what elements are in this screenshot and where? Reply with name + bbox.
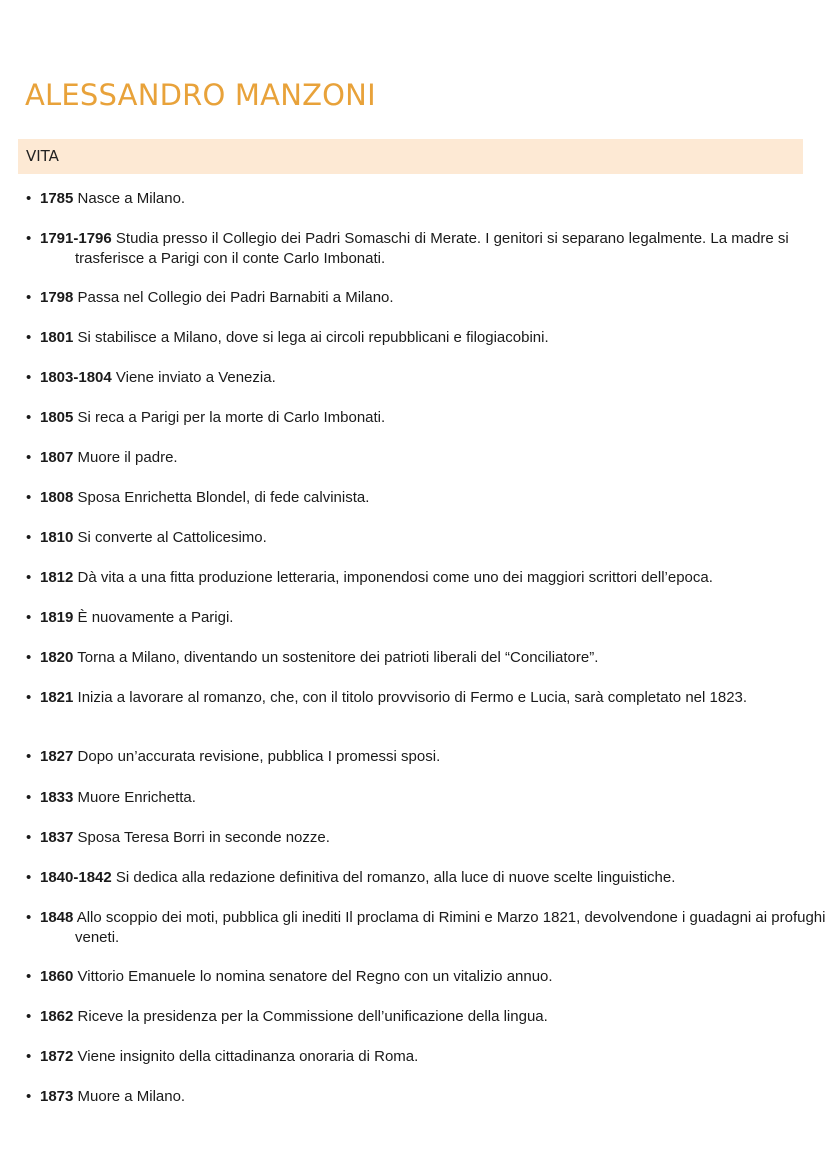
event-year: 1808 — [40, 489, 74, 506]
event-year: 1827 — [40, 748, 74, 765]
event-year: 1821 — [40, 689, 74, 706]
bullet-icon: • — [26, 829, 32, 846]
timeline-item-1833 — [26, 788, 828, 808]
event-year: 1798 — [40, 289, 74, 306]
timeline-item-1837 — [26, 828, 828, 848]
timeline-item-1827 — [26, 747, 828, 767]
event-text: Muore Enrichetta. — [73, 789, 196, 806]
bullet-icon: • — [26, 968, 32, 985]
timeline-item-1810 — [26, 528, 828, 548]
timeline-item-1820 — [26, 648, 828, 668]
timeline-item-1785 — [26, 189, 828, 209]
timeline-item-1862 — [26, 1007, 828, 1027]
bullet-icon: • — [26, 529, 32, 546]
timeline-item-1791-1796 — [26, 229, 828, 269]
timeline-item-1872 — [26, 1047, 828, 1067]
timeline-item-1821 — [26, 688, 828, 708]
bullet-icon: • — [26, 1048, 32, 1065]
timeline-item-1808 — [26, 488, 828, 508]
section-header-vita — [18, 139, 803, 174]
timeline-item-1805 — [26, 408, 828, 428]
bullet-icon: • — [26, 1008, 32, 1025]
event-text: Si converte al Cattolicesimo. — [73, 529, 267, 546]
bullet-icon: • — [26, 409, 32, 426]
timeline-item-1812 — [26, 568, 828, 588]
timeline-item-1801 — [26, 328, 828, 348]
timeline-item-1803-1804 — [26, 368, 828, 388]
event-text: Passa nel Collegio dei Padri Barnabiti a Milano. — [73, 289, 394, 306]
event-year: 1840-1842 — [40, 869, 112, 886]
bullet-icon: • — [26, 869, 32, 886]
bullet-icon: • — [26, 569, 32, 586]
event-year: 1837 — [40, 829, 74, 846]
timeline-item-1848 — [26, 908, 828, 948]
event-year: 1848 — [40, 909, 74, 926]
bullet-icon: • — [26, 748, 32, 765]
event-year: 1810 — [40, 529, 74, 546]
event-year: 1803-1804 — [40, 369, 112, 386]
bullet-icon: • — [26, 230, 32, 247]
event-text: È nuovamente a Parigi. — [73, 609, 234, 626]
bullet-icon: • — [26, 369, 32, 386]
event-year: 1812 — [40, 569, 74, 586]
event-year: 1873 — [40, 1088, 74, 1105]
bullet-icon: • — [26, 689, 32, 706]
event-text: Sposa Teresa Borri in seconde nozze. — [73, 829, 330, 846]
bullet-icon: • — [26, 190, 32, 207]
event-year: 1807 — [40, 449, 74, 466]
bullet-icon: • — [26, 449, 32, 466]
event-text: Muore il padre. — [73, 449, 178, 466]
event-year: 1785 — [40, 190, 74, 207]
event-year: 1862 — [40, 1008, 74, 1025]
event-text: Si reca a Parigi per la morte di Carlo Imbonati. — [73, 409, 386, 426]
bullet-icon: • — [26, 609, 32, 626]
bullet-icon: • — [26, 329, 32, 346]
section-title: VITA — [26, 147, 59, 165]
timeline-item-1819 — [26, 608, 828, 628]
event-text: Allo scoppio dei moti, pubblica gli inediti Il proclama di Rimini e Marzo 1821, devolvendone i guadagni ai profughi veneti. — [73, 909, 826, 946]
event-text: Dà vita a una fitta produzione letteraria, imponendosi come uno dei maggiori scrittori dell’epoca. — [73, 569, 713, 586]
event-text: Torna a Milano, diventando un sostenitore dei patrioti liberali del “Conciliatore”. — [73, 649, 599, 666]
event-text: Dopo un’accurata revisione, pubblica I promessi sposi. — [73, 748, 441, 765]
event-text: Riceve la presidenza per la Commissione dell’unificazione della lingua. — [73, 1008, 548, 1025]
bullet-icon: • — [26, 489, 32, 506]
event-year: 1819 — [40, 609, 74, 626]
event-text: Viene insignito della cittadinanza onoraria di Roma. — [73, 1048, 419, 1065]
event-year: 1872 — [40, 1048, 74, 1065]
event-year: 1820 — [40, 649, 74, 666]
event-text: Viene inviato a Venezia. — [111, 369, 276, 386]
event-text: Si dedica alla redazione definitiva del romanzo, alla luce di nuove scelte linguistiche. — [111, 869, 676, 886]
bullet-icon: • — [26, 1088, 32, 1105]
timeline-item-1840-1842 — [26, 868, 828, 888]
event-text: Nasce a Milano. — [73, 190, 186, 207]
event-text: Vittorio Emanuele lo nomina senatore del Regno con un vitalizio annuo. — [73, 968, 553, 985]
event-text: Studia presso il Collegio dei Padri Somaschi di Merate. I genitori si separano legalmente. La madre si trasferisce a Parigi con il conte Carlo Imbonati. — [75, 230, 789, 267]
event-year: 1805 — [40, 409, 74, 426]
bullet-icon: • — [26, 909, 32, 926]
bullet-icon: • — [26, 649, 32, 666]
event-year: 1791-1796 — [40, 230, 112, 247]
page-title: ALESSANDRO MANZONI — [25, 78, 376, 112]
event-year: 1801 — [40, 329, 74, 346]
event-text: Muore a Milano. — [73, 1088, 186, 1105]
timeline-item-1860 — [26, 967, 828, 987]
bullet-icon: • — [26, 789, 32, 806]
timeline-item-1807 — [26, 448, 828, 468]
timeline-item-1798 — [26, 288, 828, 308]
event-year: 1860 — [40, 968, 74, 985]
event-text: Inizia a lavorare al romanzo, che, con il titolo provvisorio di Fermo e Lucia, sarà completato nel 1823. — [73, 689, 748, 706]
bullet-icon: • — [26, 289, 32, 306]
event-text: Sposa Enrichetta Blondel, di fede calvinista. — [73, 489, 370, 506]
event-text: Si stabilisce a Milano, dove si lega ai circoli repubblicani e filogiacobini. — [73, 329, 549, 346]
timeline-item-1873 — [26, 1087, 828, 1107]
event-year: 1833 — [40, 789, 74, 806]
